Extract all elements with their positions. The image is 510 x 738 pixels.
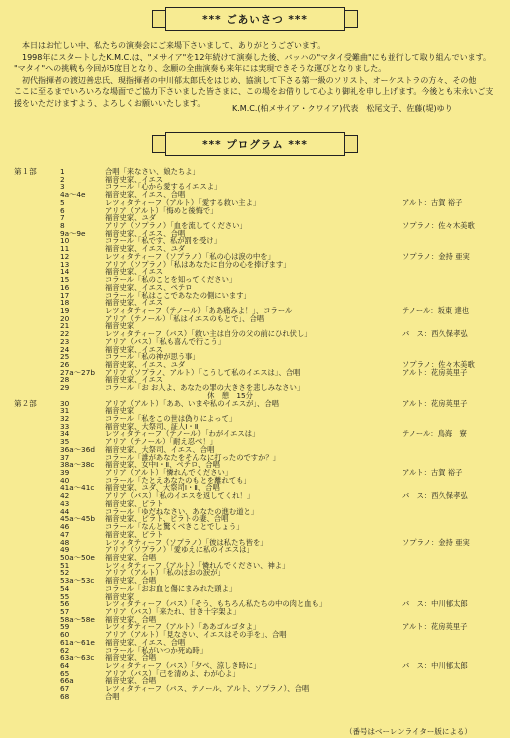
program-number: 22 xyxy=(60,329,70,339)
program-piece-title: レツィタティーフ（バス）「夕べ、涼しき時に」 xyxy=(105,661,261,670)
program-row xyxy=(0,585,510,593)
program-number: 41a～41c xyxy=(60,483,95,493)
program-piece-title: コラール「私はここであなたの側にいます」 xyxy=(105,290,251,300)
program-piece-title: アリア（アルト）「ああ、いまや私のイエスが」、合唱 xyxy=(105,398,279,408)
greeting-line: "マタイ"への挑戦も今回が5度目となり、念願の全曲演奏も来年には実現できそうな運びとなりました。 xyxy=(14,64,387,74)
program-number: 58a～58e xyxy=(60,614,95,624)
program-row xyxy=(0,685,510,693)
program-number: 54 xyxy=(60,583,70,593)
program-row xyxy=(0,315,510,323)
program-number: 20 xyxy=(60,313,70,323)
program-piece-title: レツィタティーフ（バス）「そう、もちろん私たちの中の肉と血も」 xyxy=(105,599,327,609)
program-performer: テノール：坂東 達也 xyxy=(402,305,470,315)
program-piece-title: アリア（ソプラノ）「愛ゆえに私のイエスは」 xyxy=(105,545,254,555)
program-row xyxy=(0,168,510,176)
program-piece-title: コラール「私をこの世は偽りによって」 xyxy=(105,414,237,423)
program-piece-title: 合唱「来なさい、娘たちよ」 xyxy=(105,167,200,176)
program-piece-title: 福音史家、イエス xyxy=(105,174,164,184)
program-piece-title: アリア（バス）「私のイエスを返してくれ！」 xyxy=(105,491,254,501)
program-piece-title: 福音史家、合唱 xyxy=(105,552,157,562)
program-number: 16 xyxy=(60,282,70,292)
program-number: 10 xyxy=(60,236,70,246)
program-part-label: 第２部 xyxy=(14,398,37,408)
program-piece-title: 福音史家、合唱 xyxy=(105,653,157,663)
program-piece-title: コラール「心から愛するイエスよ」 xyxy=(105,182,222,192)
program-performer: アルト：古賀 裕子 xyxy=(402,468,463,478)
program-performer: アルト：花房英里子 xyxy=(402,367,468,377)
program-piece-title: アリア（アルト）「私のほおの涙が」 xyxy=(105,568,225,578)
program-number: 40 xyxy=(60,475,70,485)
program-number: 48 xyxy=(60,537,70,547)
program-number: 66a xyxy=(60,676,74,686)
program-piece-title: 福音史家、イエス、ペテロ xyxy=(105,282,193,292)
program-footnote: （番号はベーレンライター版による） xyxy=(345,727,472,736)
program-number: 57 xyxy=(60,606,70,616)
program-number: 1 xyxy=(60,167,65,176)
program-row xyxy=(0,276,510,284)
program-performer: バ ス：西久保孝弘 xyxy=(402,329,468,339)
program-number: 31 xyxy=(60,406,70,416)
program-piece-title: 福音史家 xyxy=(105,591,135,601)
program-number: 67 xyxy=(60,684,70,694)
program-piece-title: レツィタティーフ（バス、テノール、アルト、ソプラノ）、合唱 xyxy=(105,684,310,694)
program-piece-title: コラール「なんと驚くべきことでしょう」 xyxy=(105,522,244,532)
program-piece-title: 合唱 xyxy=(105,691,120,701)
program-number: 36a～36d xyxy=(60,444,95,454)
program-piece-title: アリア（テノール）「私はイエスのもとで」、合唱 xyxy=(105,313,265,323)
program-number: 51 xyxy=(60,560,70,570)
program-number: 38a～38c xyxy=(60,460,95,470)
program-piece-title: 福音史家、合唱 xyxy=(105,576,157,586)
program-piece-title: 福音史家、女中Ⅰ・Ⅱ、ペテロ、合唱 xyxy=(105,460,220,470)
program-title-banner xyxy=(165,132,345,156)
program-piece-title: レツィタティーフ（バス）「救い主は自分の父の前にひれ伏し」 xyxy=(105,329,312,339)
greeting-signature: K.M.C.(柏メサイア・クワイア)代表 松尾文子、佐藤(堤)ゆり xyxy=(232,104,453,113)
program-piece-title: アリア（バス）「来たれ、甘き十字架よ」 xyxy=(105,606,241,616)
program-performer: ソプラノ：金持 亜実 xyxy=(402,537,470,547)
program-number: 15 xyxy=(60,275,70,285)
greeting-line: 本日はお忙しい中、私たちの演奏会にご来場下さいまして、ありがとうございます。 xyxy=(14,41,326,50)
program-number: 64 xyxy=(60,661,70,670)
program-number: 50a～50e xyxy=(60,552,95,562)
program-row xyxy=(0,400,510,408)
program-row xyxy=(0,346,510,354)
program-piece-title: 福音史家、イエス、合唱 xyxy=(105,637,186,647)
program-row xyxy=(0,639,510,647)
greeting-title-banner xyxy=(165,7,345,31)
program-number: 8 xyxy=(60,221,65,231)
program-piece-title: アリア（テノール）「耐え忍べ！」 xyxy=(105,437,217,447)
program-title: *** プログラム *** xyxy=(202,138,308,151)
program-piece-title: コラール「私です、私が罰を受け」 xyxy=(105,236,222,246)
program-row xyxy=(0,268,510,276)
program-number: 60 xyxy=(60,630,70,640)
program-number: 33 xyxy=(60,421,70,431)
program-piece-title: 福音史家 xyxy=(105,321,135,331)
program-piece-title: コラール「ゆだねなさい、あなたの進む道と」 xyxy=(105,506,259,516)
program-number: 32 xyxy=(60,414,70,423)
program-number: 44 xyxy=(60,506,70,516)
program-piece-title: コラール「お お人よ、あなたの罪の大きさを悲しみなさい」 xyxy=(105,383,305,393)
program-number: 23 xyxy=(60,336,70,346)
program-number: 53a～53c xyxy=(60,576,95,586)
program-number: 68 xyxy=(60,691,70,701)
greeting-line: 1998年にスタートしたK.M.C.は、"メサイア"を12年続けて演奏した後、バッハの"マタイ受難曲"にも並行して取り組んでいます。 xyxy=(14,52,492,62)
program-number: 49 xyxy=(60,545,70,555)
program-number: 28 xyxy=(60,375,70,385)
program-row xyxy=(0,199,510,207)
program-row xyxy=(0,662,510,670)
program-piece-title: 福音史家、ユダ xyxy=(105,213,157,223)
program-number: 56 xyxy=(60,599,70,609)
program-piece-title: レツィタティーフ（アルト）「憐れんでください、神よ」 xyxy=(105,560,290,570)
program-piece-title: コラール「たとえあなたのもとを離れても」 xyxy=(105,475,251,485)
program-piece-title: レツィタティーフ（ソプラノ）「彼は私たち皆を」 xyxy=(105,537,268,547)
program-piece-title: アリア（ソプラノ、アルト）「こうして私のイエスは」、合唱 xyxy=(105,367,301,377)
greeting-text xyxy=(14,40,500,110)
program-part-label: 第１部 xyxy=(14,167,37,176)
program-number: 61a～61e xyxy=(60,637,95,647)
greeting-title: *** ごあいさつ *** xyxy=(202,13,308,26)
program-number: 18 xyxy=(60,298,70,308)
program-number: 35 xyxy=(60,437,70,447)
program-number: 9a～9e xyxy=(60,228,86,238)
program-number: 11 xyxy=(60,244,70,254)
program-row xyxy=(0,515,510,523)
program-number: 42 xyxy=(60,491,70,501)
program-piece-title: アリア（アルト）「憐れんでください」 xyxy=(105,468,233,478)
program-performer: ソプラノ：佐々木美歌 xyxy=(402,221,475,231)
program-number: 6 xyxy=(60,205,65,215)
program-piece-title: 福音史家、ピラト、ピラトの妻、合唱 xyxy=(105,514,229,524)
program-row xyxy=(0,207,510,215)
program-row xyxy=(0,539,510,547)
program-row xyxy=(0,523,510,531)
program-number: 5 xyxy=(60,197,65,207)
program-piece-title: レツィタティーフ（アルト）「ああゴルゴタよ」 xyxy=(105,622,261,632)
program-performer: バ ス：中川郁太郎 xyxy=(402,661,468,670)
program-row xyxy=(0,284,510,292)
program-number: 17 xyxy=(60,290,70,300)
program-piece-title: 福音史家、イエス xyxy=(105,344,164,354)
program-number: 62 xyxy=(60,645,70,655)
program-piece-title: コラール「私の神が思う事」 xyxy=(105,352,200,362)
program-number: 25 xyxy=(60,352,70,362)
program-row xyxy=(0,492,510,500)
program-number: 37 xyxy=(60,452,70,462)
program-performer: アルト：古賀 裕子 xyxy=(402,197,463,207)
program-number: 46 xyxy=(60,522,70,532)
program-piece-title: アリア（アルト）「見なさい、イエスはその手を」、合唱 xyxy=(105,630,287,640)
program-piece-title: 福音史家、イエス、ユダ xyxy=(105,244,186,254)
program-number: 55 xyxy=(60,591,70,601)
program-row xyxy=(0,384,510,392)
program-piece-title: 福音史家、イエス、合唱 xyxy=(105,190,186,200)
greeting-line: ここに至るまでいろいろな場面でご協力下さいました皆さまに、この場をお借りして心より御礼を申し上げます。今後とも末永いご支 xyxy=(14,87,494,97)
program-piece-title: アリア（バス）「己を清めよ、わが心よ」 xyxy=(105,668,240,678)
program-number: 34 xyxy=(60,429,70,439)
program-number: 26 xyxy=(60,359,70,369)
program-number: 7 xyxy=(60,213,65,223)
program-piece-title: アリア（バス）「私も喜んで行こう」 xyxy=(105,336,226,346)
program-piece-title: 福音史家、イエス xyxy=(105,375,164,385)
program-piece-title: 福音史家、大祭司、証人Ⅰ・Ⅱ xyxy=(105,421,199,431)
program-number: 21 xyxy=(60,321,70,331)
program-piece-title: コラール「私のことを知ってください」 xyxy=(105,275,237,285)
program-number: 65 xyxy=(60,668,70,678)
program-number: 63a～63c xyxy=(60,653,95,663)
program-piece-title: 休 憩 15分 xyxy=(105,390,253,400)
program-number: 13 xyxy=(60,259,70,269)
greeting-line: 初代指揮者の渡辺善忠氏、現指揮者の中川郁太郎氏をはじめ、協演して下さる第一級のソリスト、オーケストラの方々、その他 xyxy=(14,75,477,85)
program-number: 4a～4e xyxy=(60,190,86,200)
program-row xyxy=(0,369,510,377)
program-piece-title: コラール「おお血と傷にまみれた頭よ」 xyxy=(105,583,237,593)
program-number: 24 xyxy=(60,344,70,354)
program-piece-title: 福音史家 xyxy=(105,406,135,416)
program-piece-title: 福音史家、合唱 xyxy=(105,676,157,686)
program-piece-title: 福音史家、ピラト xyxy=(105,529,164,539)
greeting-line: 援をいただけますよう、よろしくお願いいたします。 xyxy=(14,98,206,108)
program-piece-title: 福音史家、合唱 xyxy=(105,614,157,624)
program-piece-title: アリア（ソプラノ）「私はあなたに自分の心を捧げます」 xyxy=(105,259,291,269)
program-number: 47 xyxy=(60,529,70,539)
program-piece-title: 福音史家、イエス xyxy=(105,298,164,308)
program-row xyxy=(0,330,510,338)
program-row xyxy=(0,176,510,184)
program-row xyxy=(0,693,510,701)
program-piece-title: レツィタティーフ（ソプラノ）「私の心は涙の中を」 xyxy=(105,251,275,261)
program-piece-title: 福音史家、大祭司、イエス、合唱 xyxy=(105,444,215,454)
program-number: 30 xyxy=(60,398,70,408)
program-number: 2 xyxy=(60,174,65,184)
program-number: 45a～45b xyxy=(60,514,95,524)
program-performer: アルト：花房英里子 xyxy=(402,622,468,632)
program-row xyxy=(0,430,510,438)
program-piece-title: コラール「私がいつか死ぬ時」 xyxy=(105,645,208,655)
program-number: 39 xyxy=(60,468,70,478)
program-number: 59 xyxy=(60,622,70,632)
program-row xyxy=(0,577,510,585)
program-piece-title: コラール「誰があなたをそんなに打ったのですか？」 xyxy=(105,452,280,462)
program-number: 14 xyxy=(60,267,70,277)
program-row xyxy=(0,292,510,300)
program-row xyxy=(0,237,510,245)
program-row xyxy=(0,670,510,678)
program-piece-title: レツィタティーフ（テノール）「ああ痛みよ！」、コラール xyxy=(105,305,293,315)
program-row xyxy=(0,230,510,238)
program-number: 3 xyxy=(60,182,65,192)
program-row xyxy=(0,600,510,608)
program-row xyxy=(0,407,510,415)
program-row xyxy=(0,415,510,423)
program-number: 19 xyxy=(60,305,70,315)
program-list xyxy=(0,168,510,701)
program-performer: アルト：花房英里子 xyxy=(402,398,468,408)
program-number: 52 xyxy=(60,568,70,578)
program-piece-title: 福音史家、イエス xyxy=(105,267,164,277)
program-performer: ソプラノ：佐々木美歌 xyxy=(402,359,475,369)
program-piece-title: レツィタティーフ（テノール）「わがイエスは」 xyxy=(105,429,260,439)
program-piece-title: 福音史家、イエス、合唱 xyxy=(105,228,186,238)
program-piece-title: アリア（ソプラノ）「血を流してください」 xyxy=(105,221,247,231)
program-performer: テノール：鳥海 寮 xyxy=(402,429,467,439)
program-number: 12 xyxy=(60,251,70,261)
program-row xyxy=(0,562,510,570)
program-number: 27a～27b xyxy=(60,367,95,377)
program-performer: ソプラノ：金持 亜実 xyxy=(402,251,470,261)
program-performer: バ ス：中川郁太郎 xyxy=(402,599,468,609)
program-number: 29 xyxy=(60,383,70,393)
program-piece-title: 福音史家、イエス、ユダ xyxy=(105,359,186,369)
program-piece-title: アリア（アルト）「悔めと後悔で」 xyxy=(105,205,218,215)
program-piece-title: 福音史家、ピラト xyxy=(105,498,164,508)
program-row xyxy=(0,261,510,269)
program-row xyxy=(0,469,510,477)
program-piece-title: 福音史家、ユダ、大祭司Ⅰ・Ⅱ、合唱 xyxy=(105,483,220,493)
program-number: 43 xyxy=(60,498,70,508)
program-row xyxy=(0,338,510,346)
program-piece-title: レツィタティーフ（アルト）「愛する救い主よ」 xyxy=(105,197,261,207)
program-performer: バ ス：西久保孝弘 xyxy=(402,491,468,501)
